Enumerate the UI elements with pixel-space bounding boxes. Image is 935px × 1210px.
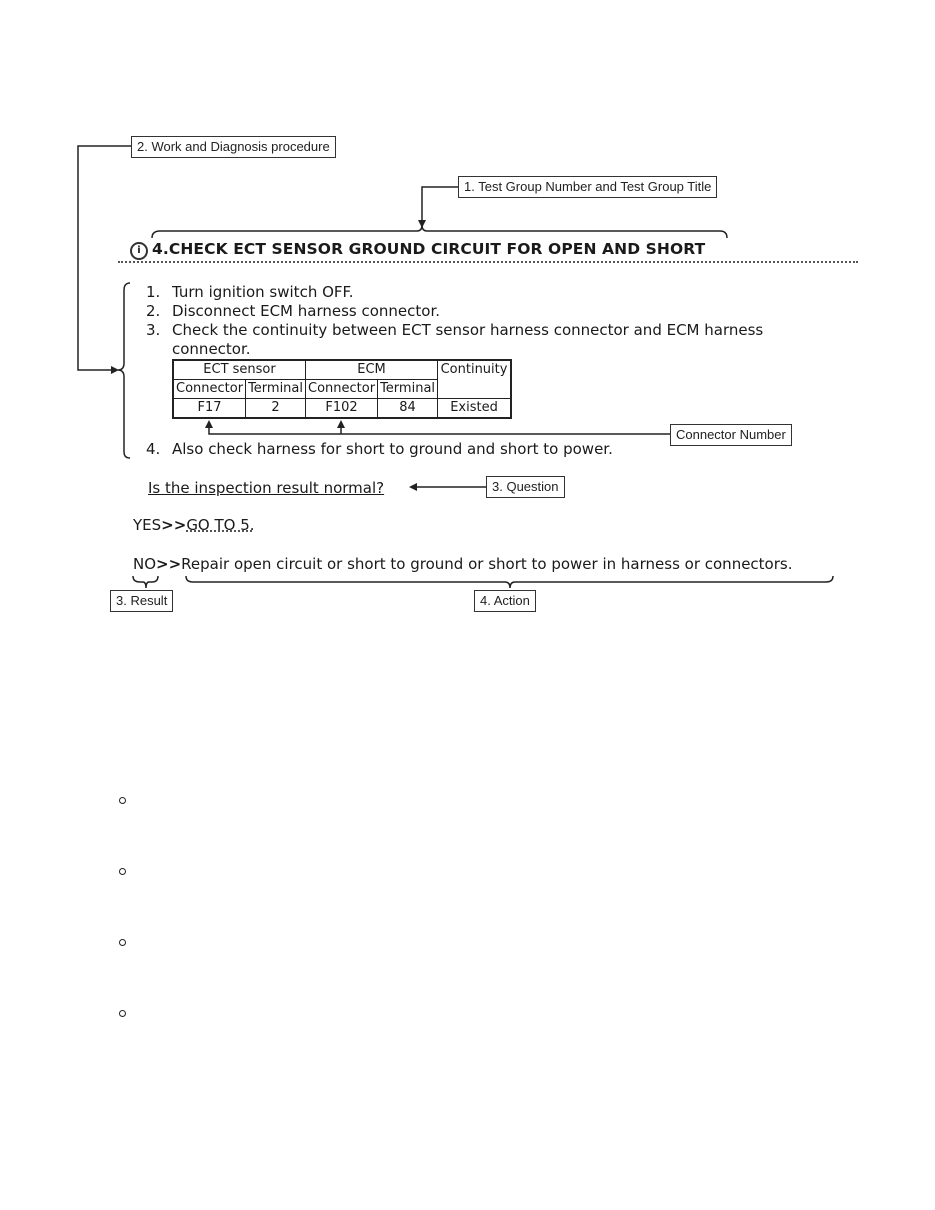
- callout-action: 4. Action: [474, 590, 536, 612]
- continuity-table: [172, 359, 512, 419]
- inspection-question: Is the inspection result normal?: [148, 479, 385, 497]
- th-continuity: Continuity: [438, 360, 512, 399]
- th-terminal: Terminal: [246, 380, 306, 399]
- table-row: F17 2 F102 84 Existed: [173, 399, 511, 419]
- callout-test-group: 1. Test Group Number and Test Group Title: [458, 176, 717, 198]
- bullet-icon: [119, 797, 126, 804]
- bullet-icon: [119, 939, 126, 946]
- step-1: 1. Turn ignition switch OFF.: [146, 283, 354, 301]
- callout-connector-number: Connector Number: [670, 424, 792, 446]
- go-to-5-link[interactable]: GO TO 5.: [186, 516, 255, 534]
- heading-rule: [118, 261, 858, 263]
- step-2: 2. Disconnect ECM harness connector.: [146, 302, 441, 320]
- step-4: 4. Also check harness for short to ground and short to power.: [146, 440, 613, 458]
- step-3-cont: connector.: [172, 340, 251, 358]
- heading-title: 4.CHECK ECT SENSOR GROUND CIRCUIT FOR OPEN AND SHORT: [152, 240, 706, 258]
- info-icon: i: [130, 242, 148, 260]
- th-connector: Connector: [173, 380, 246, 399]
- th-terminal: Terminal: [378, 380, 438, 399]
- th-ecm: ECM: [306, 360, 438, 380]
- bullet-icon: [119, 868, 126, 875]
- callout-result: 3. Result: [110, 590, 173, 612]
- th-ect-sensor: ECT sensor: [173, 360, 306, 380]
- step-3: 3. Check the continuity between ECT sensor harness connector and ECM harness: [146, 321, 764, 339]
- no-answer: NO>>Repair open circuit or short to ground or short to power in harness or connectors.: [133, 555, 793, 573]
- callout-work-diagnosis: 2. Work and Diagnosis procedure: [131, 136, 336, 158]
- test-group-heading: [130, 240, 705, 260]
- bullet-icon: [119, 1010, 126, 1017]
- callout-question: 3. Question: [486, 476, 565, 498]
- yes-answer: YES>>GO TO 5.: [133, 516, 255, 534]
- th-connector: Connector: [306, 380, 378, 399]
